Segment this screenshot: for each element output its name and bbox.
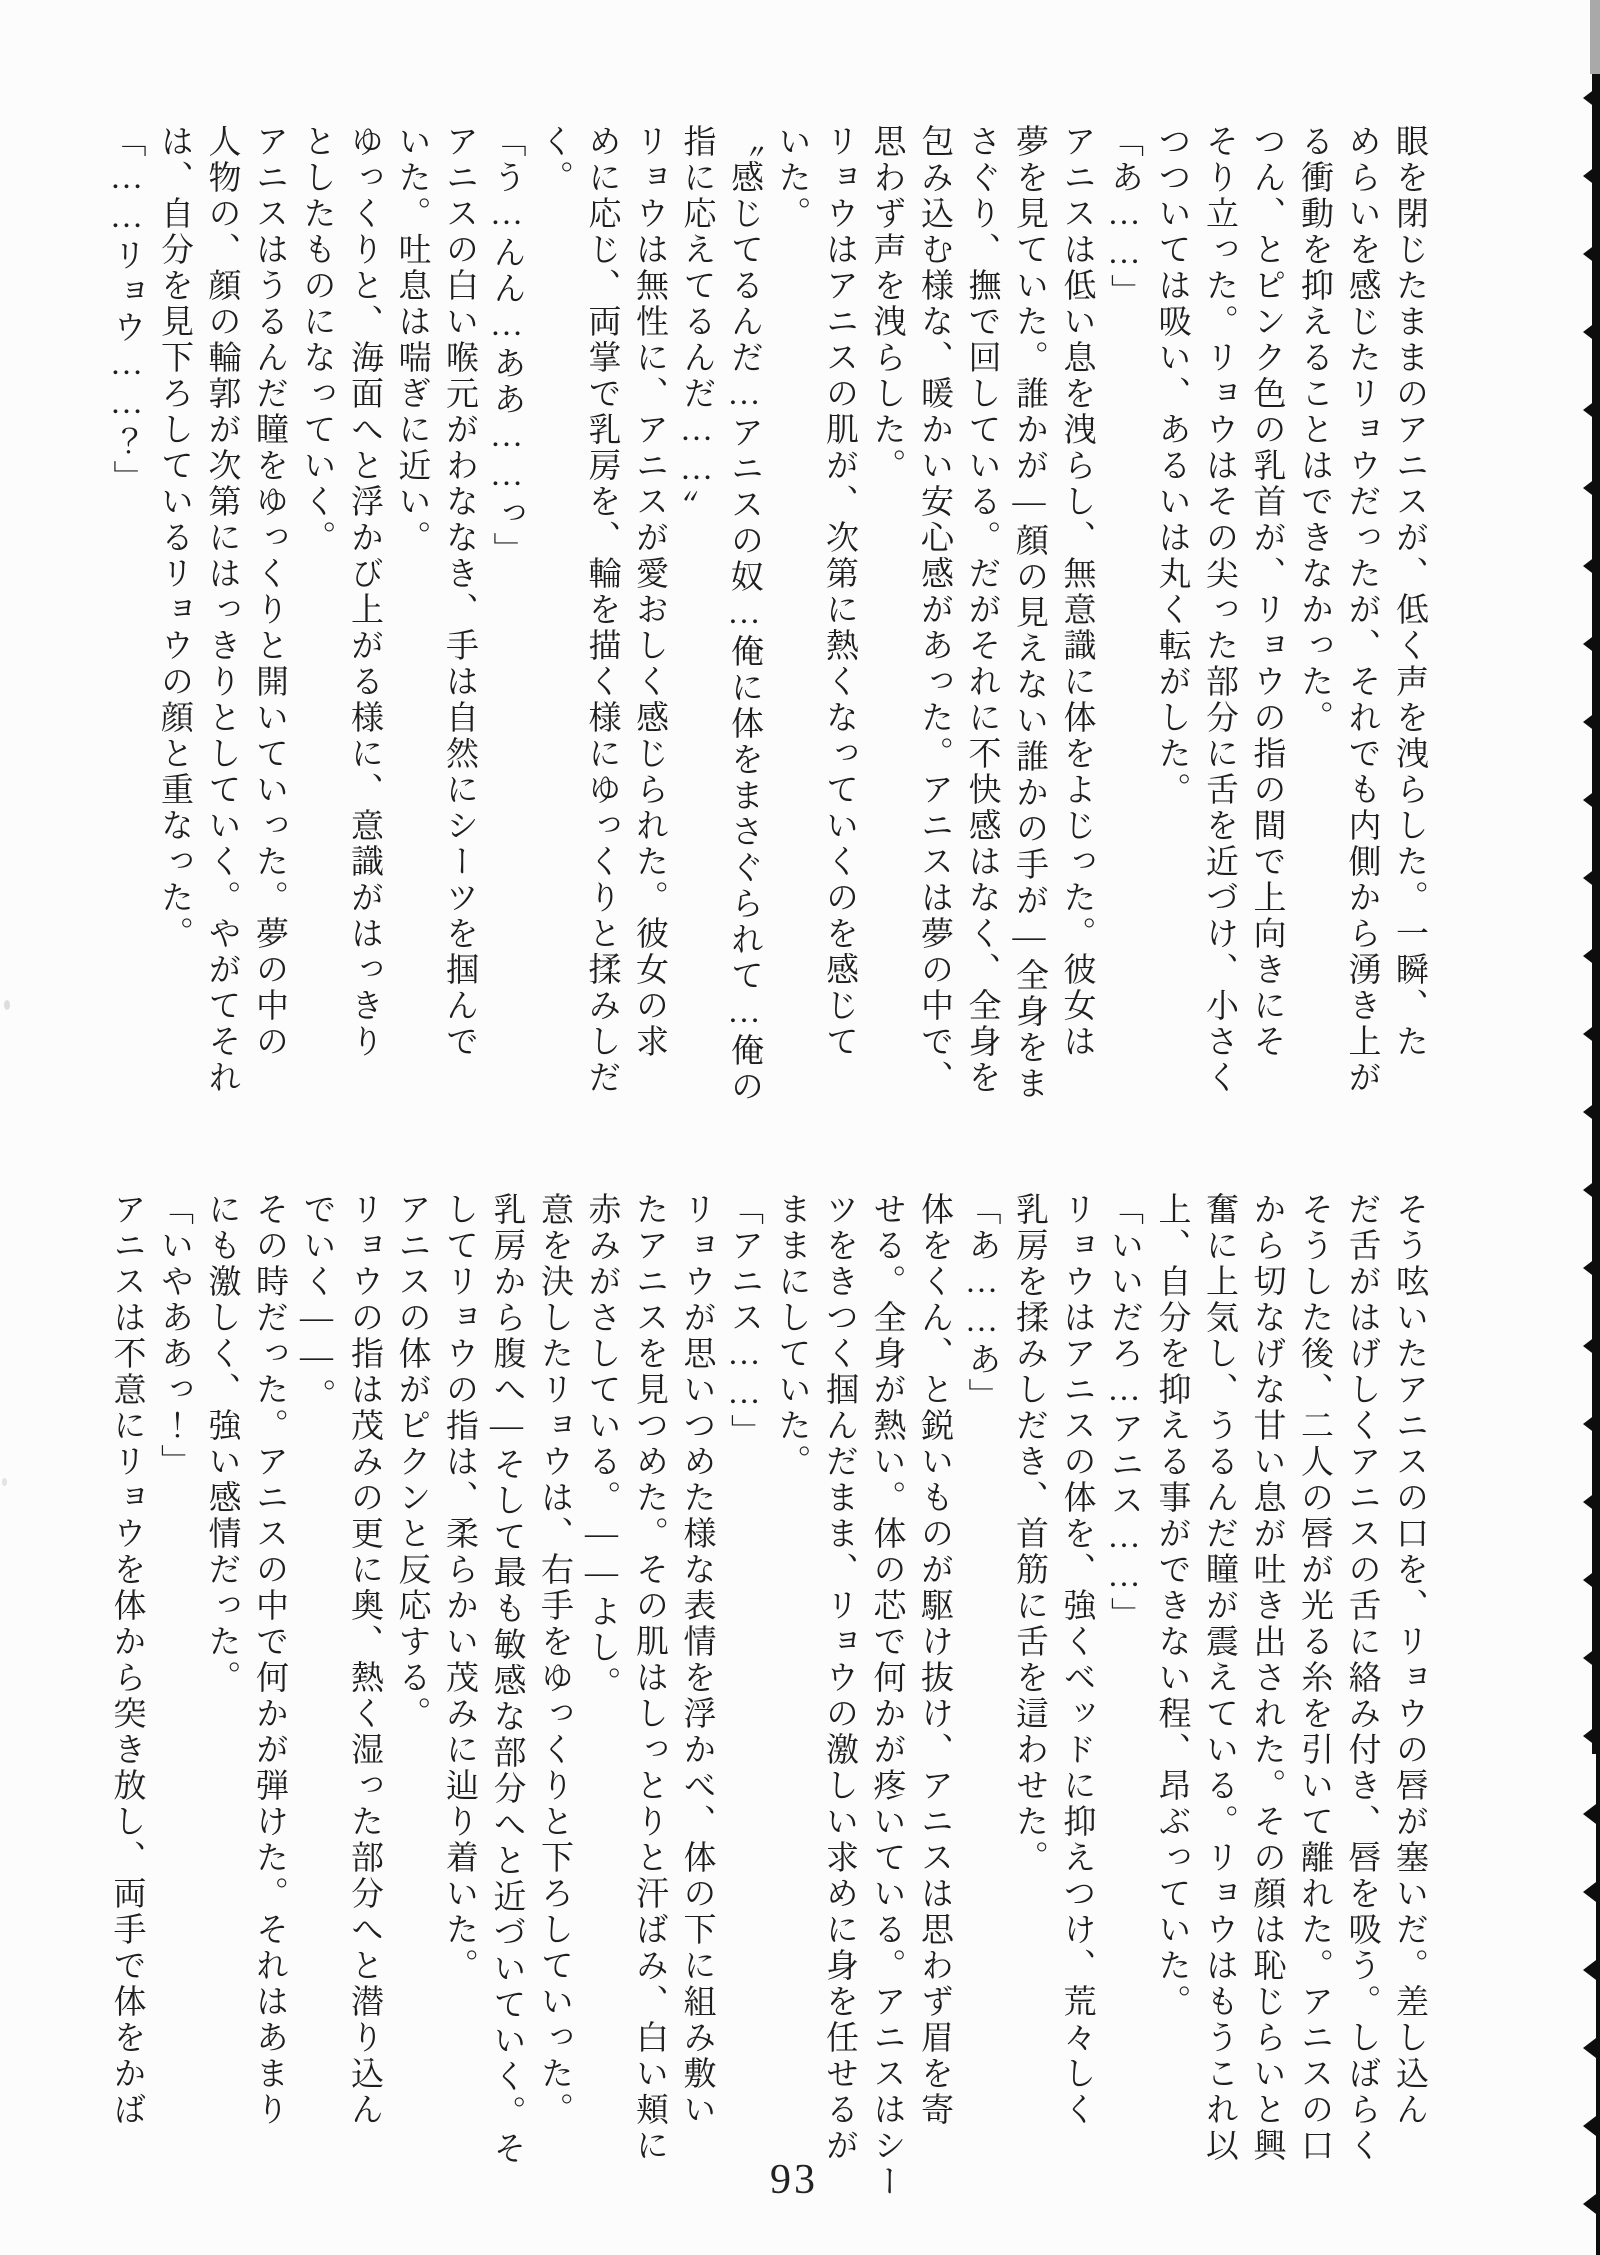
text-column: 思わず声を洩らした。 (868, 124, 905, 484)
text-column: る衝動を抑えることはできなかった。 (1296, 124, 1332, 736)
text-column: 「あ……」 (1106, 124, 1142, 310)
text-column: そう呟いたアニスの口を、リョウの唇が塞いだ。差し込ん (1391, 1192, 1427, 2128)
film-edge-artifact (1570, 0, 1600, 2255)
text-column: 指に応えてるんだ……〟 (678, 124, 715, 526)
text-column: アニスはうるんだ瞳をゆっくりと開いていった。夢の中の (251, 124, 287, 1060)
text-column: 「……リョウ……？」 (108, 124, 145, 496)
text-column: 意を決したリョウは、右手をゆっくりと下ろしていった。 (536, 1192, 572, 2128)
text-column: つついては吸い、あるいは丸く転がした。 (1153, 124, 1190, 808)
text-column: つん、とピンク色の乳首が、リョウの指の間で上向きにそ (1248, 124, 1285, 1060)
text-column: 「いやああっ！」 (156, 1192, 192, 1480)
text-column: だ舌がはげしくアニスの舌に絡み付き、唇を吸う。しばらく (1343, 1192, 1380, 2164)
text-column: 乳房を揉みしだき、首筋に舌を這わせた。 (1011, 1192, 1047, 1876)
text-block-bottom (102, 1192, 1432, 2212)
text-column: アニスの白い喉元がわななき、手は自然にシーツを掴んで (441, 124, 477, 1060)
text-column: めらいを感じたリョウだったが、それでも内側から湧き上が (1343, 124, 1380, 1096)
text-column: そうした後、二人の唇が光る糸を引いて離れた。アニスの口 (1296, 1192, 1332, 2164)
text-column: 乳房から腹へ―そして最も敏感な部分へと近づいていく。そ (488, 1192, 525, 2167)
text-column: ツをきつく掴んだまま、リョウの激しい求めに身を任せるが (821, 1192, 857, 2164)
text-column: ままにしていた。 (773, 1192, 810, 1480)
text-column: いた。吐息は喘ぎに近い。 (393, 124, 430, 556)
text-column: にも激しく、強い感情だった。 (203, 1192, 240, 1696)
text-column: 上、自分を抑える事ができない程、昂ぶっていた。 (1153, 1192, 1190, 2020)
text-column: リョウの指は茂みの更に奥、熱く湿った部分へと潜り込ん (346, 1192, 382, 2128)
scan-smudge (2, 1478, 7, 1486)
text-column: ゆっくりと、海面へと浮かび上がる様に、意識がはっきり (346, 124, 382, 1060)
text-column: その時だった。アニスの中で何かが弾けた。それはあまり (251, 1192, 287, 2128)
text-column: アニスの体がピクンと反応する。 (393, 1192, 430, 1732)
text-column: 体をくん、と鋭いものが駆け抜け、アニスは思わず眉を寄 (916, 1192, 952, 2128)
text-column: リョウはアニスの肌が、次第に熱くなっていくのを感じて (821, 124, 857, 1060)
text-column: アニスは不意にリョウを体から突き放し、両手で体をかば (108, 1192, 145, 2128)
text-column: 眼を閉じたままのアニスが、低く声を洩らした。一瞬、た (1391, 124, 1427, 1060)
text-column: リョウはアニスの体を、強くベッドに抑えつけ、荒々しく (1058, 1192, 1095, 2128)
text-column: 赤みがさしている。――よし。 (583, 1192, 620, 1702)
text-column: 「あ……あ」 (963, 1192, 1000, 1414)
text-column: としたものになっていく。 (298, 124, 335, 556)
text-column: く。 (536, 124, 572, 196)
text-column: 「いいだろ…アニス……」 (1106, 1192, 1142, 1633)
text-column: 夢を見ていた。誰かが―顔の見えない誰かの手が―全身をま (1011, 124, 1047, 1102)
text-column: でいく――。 (298, 1192, 335, 1414)
text-column: は、自分を見下ろしているリョウの顔と重なった。 (156, 124, 192, 952)
text-column: せる。全身が熱い。体の芯で何かが疼いている。アニスはシー (868, 1192, 905, 2200)
text-column: してリョウの指は、柔らかい茂みに辿り着いた。 (441, 1192, 477, 1984)
text-column: 包み込む様な、暖かい安心感があった。アニスは夢の中で、 (916, 124, 952, 1096)
scan-smudge (4, 1000, 10, 1010)
text-column: から切なげな甘い息が吐き出された。その顔は恥じらいと興 (1248, 1192, 1285, 2164)
text-column: めに応じ、両掌で乳房を、輪を描く様にゆっくりと揉みしだ (583, 124, 620, 1096)
text-column: リョウが思いつめた様な表情を浮かべ、体の下に組み敷い (678, 1192, 715, 2128)
text-column: 人物の、顔の輪郭が次第にはっきりとしていく。やがてそれ (203, 124, 240, 1096)
text-column: さぐり、撫で回している。だがそれに不快感はなく、全身を (963, 124, 1000, 1096)
text-block-top (102, 124, 1432, 1109)
text-column: 〝感じてるんだ…アニスの奴…俺に体をまさぐられて…俺の (726, 124, 762, 1105)
text-column: 「アニス……」 (726, 1192, 762, 1450)
text-column: そり立った。リョウはその尖った部分に舌を近づけ、小さく (1201, 124, 1237, 1096)
text-column: いた。 (773, 124, 810, 232)
text-column: 「う…んん…ああ……っ」 (488, 124, 525, 568)
text-column: アニスは低い息を洩らし、無意識に体をよじった。彼女は (1058, 124, 1095, 1060)
text-column: リョウは無性に、アニスが愛おしく感じられた。彼女の求 (631, 124, 667, 1060)
text-column: たアニスを見つめた。その肌はしっとりと汗ばみ、白い頬に (631, 1192, 667, 2164)
page-number: 93 (770, 2157, 818, 2203)
text-column: 奮に上気し、うるんだ瞳が震えている。リョウはもうこれ以 (1201, 1192, 1237, 2164)
